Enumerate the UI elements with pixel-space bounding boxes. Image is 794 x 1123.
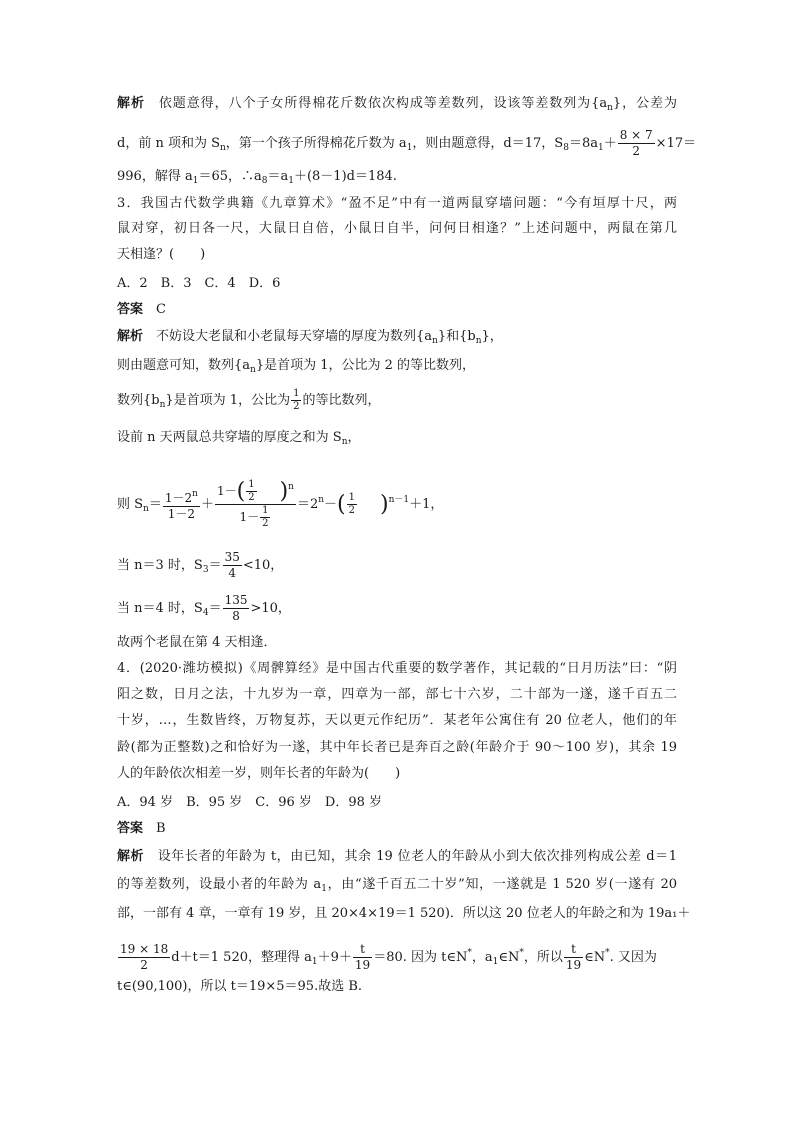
- fraction: [291, 388, 301, 413]
- q4-analysis-2: [117, 874, 677, 900]
- fraction-numerator: 19 × 18: [120, 942, 169, 956]
- p1-text: 996，解得 a: [117, 169, 193, 184]
- q3-text: }，: [481, 329, 503, 344]
- q3-text: 的等比数列，: [302, 393, 381, 408]
- analysis-label: 解析: [117, 96, 145, 111]
- q3-text: 数列{b: [117, 393, 160, 408]
- q3-text: 当 n＝3 时，S: [117, 558, 203, 573]
- subscript: n: [250, 365, 256, 375]
- q4-line-3: 十岁，…，生数皆终，万物复苏，天以更元作纪历”．某老年公寓住有 20 位老人，他们的年: [117, 713, 677, 728]
- subscript: 3: [202, 565, 209, 575]
- p1-line-1: [117, 93, 677, 119]
- fraction-numerator: 1: [348, 492, 356, 503]
- q4-analysis-4: [117, 933, 677, 973]
- p1-text: ＋(8－1)d＝184.: [293, 169, 397, 184]
- p1-text: ＝8a: [568, 136, 598, 151]
- answer-value: C: [156, 302, 166, 317]
- analysis-label: 解析: [117, 329, 144, 344]
- superscript: *: [467, 948, 472, 958]
- p1-text: d，前 n 项和为 S: [117, 136, 220, 151]
- q3-text: ，: [347, 430, 361, 445]
- q4-line-2: 阳之数，日月之法，十九岁为一章，四章为一部，部七十六岁，二十部为一遂，遂千百五二: [117, 687, 677, 702]
- fraction-numerator: 1: [248, 479, 255, 490]
- q3-text: ＝: [208, 558, 222, 573]
- q3-text: ＝: [208, 601, 222, 616]
- formula-text: 1－: [239, 510, 260, 524]
- q4-line-5: 人的年龄依次相差一岁，则年长者的年龄为( ): [117, 766, 401, 781]
- q4-text: 设年长者的年龄为 t，由已知，其余 19 位老人的年龄从小到大依次排列构成公差 d＝1: [157, 849, 677, 864]
- q3-options: A．2 B．3 C．4 D．6: [117, 276, 281, 291]
- formula-text: 1－2: [164, 491, 193, 505]
- p1-line-3: [117, 166, 677, 192]
- fraction: [246, 479, 256, 504]
- fraction-denominator: 19: [565, 958, 582, 972]
- superscript: *: [519, 948, 524, 958]
- q4-options: A．94 岁 B．95 岁 C．96 岁 D．98 岁: [117, 795, 383, 810]
- fraction-denominator: 2: [248, 492, 255, 503]
- answer-label: 答案: [117, 302, 144, 317]
- q3-text: 设前 n 天两鼠总共穿墙的厚度之和为 S: [117, 430, 342, 445]
- p1-text: ＝a: [267, 169, 289, 184]
- p1-text: ＝65，∴a: [198, 169, 262, 184]
- q4-analysis-1: [117, 846, 677, 868]
- subscript: 1: [492, 957, 499, 967]
- q3-line-3: 天相逢？( ): [117, 247, 206, 262]
- subscript: n: [220, 143, 226, 153]
- fraction: [223, 593, 250, 624]
- fraction-denominator: 2: [632, 144, 641, 158]
- p1-text: ，则由题意得，d＝17，S: [412, 136, 564, 151]
- q3-text: 则由题意可知，数列{a: [117, 358, 251, 373]
- answer-value: B: [156, 821, 166, 836]
- fraction-denominator: [215, 505, 296, 530]
- q3-analysis-3: [117, 388, 677, 416]
- answer-label: 答案: [117, 821, 144, 836]
- subscript: n: [475, 336, 482, 346]
- p1-text: ×17＝: [655, 136, 697, 151]
- q4-text: . 又因为: [609, 950, 657, 965]
- fraction: [353, 942, 372, 973]
- q3-text: }和{b: [437, 329, 476, 344]
- q4-text: ，所以: [523, 950, 563, 965]
- fraction-denominator: 2: [140, 958, 148, 972]
- paren: (: [236, 478, 246, 504]
- q3-analysis-4: [117, 427, 677, 453]
- fraction-denominator: 2: [262, 518, 269, 529]
- superscript: *: [605, 948, 610, 958]
- subscript: 1: [192, 176, 199, 186]
- fraction-denominator: 8: [232, 609, 240, 623]
- fraction: [223, 550, 242, 581]
- q3-line-1: 3．我国古代数学典籍《九章算术》“盈不足”中有一道两鼠穿墙问题：“今有垣厚十尺，两: [117, 196, 677, 211]
- q3-answer: [117, 299, 677, 321]
- superscript: n: [288, 482, 294, 492]
- q4-text: d＋t＝1 520，整理得 a: [171, 950, 312, 965]
- subscript: 8: [261, 176, 268, 186]
- q4-text: ＝80. 因为 t∈N: [373, 950, 468, 965]
- analysis-label: 解析: [117, 849, 145, 864]
- subscript: 1: [597, 143, 604, 153]
- q3-case-3: [117, 550, 677, 580]
- q3-case-4: [117, 593, 677, 623]
- subscript: n: [607, 103, 613, 113]
- p1-text: 依题意得，八个子女所得棉花斤数依次构成等差数列，设该等差数列为{a: [158, 96, 608, 111]
- fraction: [260, 505, 270, 530]
- fraction: [347, 492, 357, 517]
- formula-text: ＋: [200, 497, 214, 512]
- subscript: n: [341, 437, 348, 447]
- superscript: n: [318, 495, 325, 505]
- subscript: 1: [311, 957, 318, 967]
- fraction-denominator: 2: [293, 401, 300, 412]
- q4-line-4: 龄(都为正整数)之和恰好为一遂，其中年长者已是奔百之龄(年龄介于 90～100 岁)，其余 19: [117, 740, 677, 755]
- formula-text: ＝: [148, 497, 162, 512]
- fraction-numerator: 1: [262, 505, 269, 516]
- fraction-numerator: 35: [224, 550, 240, 564]
- fraction-numerator: 1: [293, 388, 300, 399]
- p1-line-2: [117, 128, 697, 159]
- fraction-numerator: t: [564, 942, 583, 958]
- fraction: [564, 942, 583, 973]
- q4-analysis-3: 部，一部有 4 章，一章有 19 岁，且 20×4×19＝1 520)．所以这 20 位老人的年龄之和为 19a₁＋: [117, 906, 691, 921]
- fraction: [163, 487, 200, 522]
- q4-text: ＋9＋: [317, 950, 352, 965]
- q4-text: ∈N: [584, 950, 606, 965]
- subscript: n: [143, 504, 149, 514]
- fraction-numerator: t: [353, 942, 372, 958]
- subscript: n: [159, 400, 166, 410]
- paren: ): [380, 491, 389, 517]
- formula-text: ＋1，: [409, 497, 444, 512]
- fraction: [215, 479, 296, 530]
- q4-answer: [117, 818, 677, 840]
- fraction: [118, 942, 170, 973]
- q3-text: }是首项为 1，公比为 2 的等比数列，: [255, 358, 476, 373]
- subscript: 4: [202, 608, 209, 618]
- superscript: n: [192, 489, 198, 499]
- subscript: 8: [563, 143, 569, 153]
- fraction-numerator: 8 × 7: [619, 128, 653, 142]
- q4-text: ，由“遂千百五二十岁”知，一遂就是 1 520 岁(一遂有 20: [326, 877, 677, 892]
- fraction-denominator: 1－2: [167, 507, 196, 521]
- formula-text: ＝2: [296, 497, 319, 512]
- fraction-denominator: 19: [354, 958, 371, 972]
- q3-line-2: 鼠对穿，初日各一尺，大鼠日自倍，小鼠日自半，问何日相逢？”上述问题中，两鼠在第几: [117, 221, 677, 236]
- q4-text: 的等差数列，设最小者的年龄为 a: [117, 877, 322, 892]
- q3-text: >10，: [250, 601, 291, 616]
- q4-text: ，a: [471, 950, 493, 965]
- q3-text: <10，: [242, 558, 284, 573]
- subscript: 1: [288, 176, 294, 186]
- p1-text: }，公差为: [612, 96, 677, 111]
- fraction-denominator: 2: [348, 505, 356, 516]
- p1-text: ，第一个孩子所得棉花斤数为 a: [225, 136, 407, 151]
- subscript: n: [432, 336, 438, 346]
- fraction-numerator: [163, 487, 200, 507]
- q4-line-1: 4．(2020·潍坊模拟)《周髀算经》是中国古代重要的数学著作，其记载的“日月历法”曰：“阴: [117, 661, 677, 676]
- fraction: [618, 128, 655, 159]
- fraction-numerator: [215, 479, 296, 505]
- fraction-denominator: 4: [228, 566, 237, 580]
- subscript: 1: [406, 143, 413, 153]
- q3-text: }是首项为 1，公比为: [165, 393, 291, 408]
- q4-analysis-5: t∈(90,100)，所以 t＝19×5＝95.故选 B.: [117, 979, 363, 994]
- q3-analysis-2: [117, 355, 677, 381]
- paren: (: [337, 491, 346, 517]
- subscript: 1: [321, 884, 327, 894]
- fraction-numerator: 135: [224, 593, 248, 607]
- q4-text: ∈N: [498, 950, 520, 965]
- q3-analysis-1: [117, 326, 677, 352]
- formula-text: －: [324, 497, 338, 512]
- q3-text: 当 n＝4 时，S: [117, 601, 203, 616]
- p1-text: ＋: [603, 136, 617, 151]
- q3-conclusion: 故两个老鼠在第 4 天相逢．: [117, 635, 277, 650]
- q3-sum-formula: [117, 470, 677, 530]
- formula-text: 则 S: [117, 497, 144, 512]
- q3-text: 不妨设大老鼠和小老鼠每天穿墙的厚度为数列{a: [156, 329, 433, 344]
- paren: ): [279, 478, 289, 504]
- formula-text: 1－: [216, 484, 237, 498]
- superscript: n－1: [388, 495, 410, 505]
